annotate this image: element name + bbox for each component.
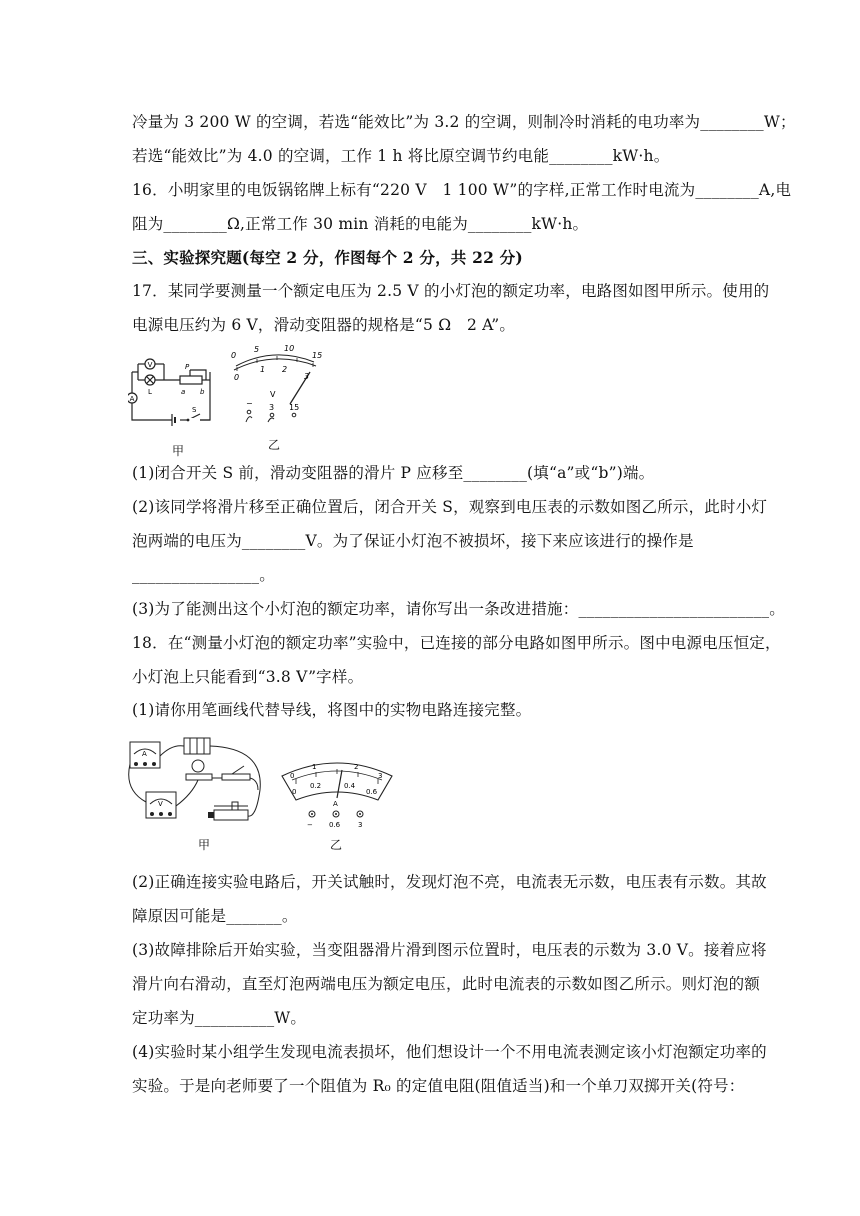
voltmeter-scale-bottom-2: 2 [282, 365, 288, 374]
ammeter-unit: A [333, 800, 338, 808]
question-18-line-1: 18．在“测量小灯泡的额定功率”实验中，已连接的部分电路如图甲所示。图中电源电压恒定， [132, 634, 781, 652]
text-line-1: 冷量为 3 200 W 的空调，若选“能效比”为 3.2 的空调，则制冷时消耗的电功率为________W； [132, 113, 796, 131]
question-17-part-2-line-3: ________________。 [132, 566, 275, 584]
question-17-line-1: 17．某同学要测量一个额定电压为 2.5 V 的小灯泡的额定功率，电路图如图甲所示。使用的 [132, 282, 770, 300]
circuit-end-a-label: a [181, 388, 186, 396]
figure-17-circuit-diagram [128, 352, 228, 440]
voltmeter-scale-bottom-1: 1 [260, 365, 266, 374]
circuit-switch-label: S [192, 406, 197, 414]
circuit-voltmeter-label: V [147, 361, 153, 369]
ammeter-scale-bottom-04: 0.4 [344, 782, 356, 790]
question-16-line-2: 阻为________Ω,正常工作 30 min 消耗的电能为________kW·h。 [132, 215, 589, 233]
voltmeter-terminal-neg: − [246, 399, 253, 408]
question-18-part-2-line-1: (2)正确连接实验电路后，开关试触时，发现灯泡不亮，电流表无示数，电压表有示数。其故 [132, 873, 767, 891]
physical-voltmeter-label: V [158, 800, 163, 808]
voltmeter-scale-top-0: 0 [231, 351, 237, 360]
ammeter-scale-top-1: 1 [312, 763, 317, 771]
question-18-part-3-line-1: (3)故障排除后开始实验，当变阻器滑片滑到图示位置时，电压表的示数为 3.0 V。接着应将 [132, 941, 767, 959]
ammeter-terminal-06: 0.6 [329, 821, 341, 829]
question-18-part-1: (1)请你用笔画线代替导线，将图中的实物电路连接完整。 [132, 701, 532, 719]
question-17-part-2-line-1: (2)该同学将滑片移至正确位置后，闭合开关 S，观察到电压表的示数如图乙所示，此时小灯 [132, 498, 768, 516]
circuit-ammeter-label: A [129, 395, 135, 403]
figure-18-jia-caption: 甲 [198, 838, 211, 852]
ammeter-scale-top-3: 3 [378, 772, 383, 780]
ammeter-scale-top-2: 2 [354, 763, 359, 771]
question-18-part-3-line-3: 定功率为__________W。 [132, 1009, 307, 1027]
physical-ammeter-label: A [142, 750, 147, 758]
ammeter-scale-bottom-06: 0.6 [366, 788, 378, 796]
figure-17-yi-caption: 乙 [268, 438, 281, 452]
question-18-part-4-line-1: (4)实验时某小组学生发现电流表损坏，他们想设计一个不用电流表测定该小灯泡额定功率的 [132, 1043, 767, 1061]
ammeter-scale-bottom-0: 0 [292, 788, 297, 796]
question-17-part-2-line-2: 泡两端的电压为________V。为了保证小灯泡不被损坏，接下来应该进行的操作是 [132, 532, 694, 550]
question-17-line-2: 电源电压约为 6 V，滑动变阻器的规格是“5 Ω 2 A”。 [132, 316, 516, 334]
figure-18-yi-caption: 乙 [330, 838, 343, 852]
question-18-part-2-line-2: 障原因可能是_______。 [132, 907, 298, 925]
voltmeter-scale-bottom-0: 0 [234, 373, 240, 382]
voltmeter-scale-top-10: 10 [284, 344, 295, 353]
voltmeter-unit: V [270, 390, 276, 399]
voltmeter-scale-top-15: 15 [312, 351, 323, 360]
voltmeter-scale-top-5: 5 [254, 345, 260, 354]
question-18-line-2: 小灯泡上只能看到“3.8 V”字样。 [132, 668, 364, 686]
voltmeter-terminal-15: 15 [289, 403, 300, 412]
question-18-part-3-line-2: 滑片向右滑动，直至灯泡两端电压为额定电压，此时电流表的示数如图乙所示。则灯泡的额 [132, 975, 761, 993]
figure-17-voltmeter [224, 342, 324, 428]
text-line-2: 若选“能效比”为 4.0 的空调，工作 1 h 将比原空调节约电能________kW·h。 [132, 147, 670, 165]
question-17-part-3: (3)为了能测出这个小灯泡的额定功率，请你写出一条改进措施：________________________。 [132, 600, 785, 618]
figure-18-ammeter [278, 758, 396, 830]
ammeter-terminal-neg: − [307, 821, 313, 829]
question-18-part-4-line-2: 实验。于是向老师要了一个阻值为 R₀ 的定值电阻(阻值适当)和一个单刀双掷开关(符号： [132, 1077, 745, 1095]
figure-18-physical-circuit [126, 730, 271, 832]
ammeter-terminal-3: 3 [358, 821, 363, 829]
circuit-lamp-label: L [148, 388, 152, 396]
voltmeter-terminal-3: 3 [269, 403, 275, 412]
circuit-slider-label: P [185, 363, 190, 371]
circuit-end-b-label: b [200, 388, 205, 396]
ammeter-scale-top-0: 0 [290, 772, 295, 780]
section-title: 三、实验探究题(每空 2 分，作图每个 2 分，共 22 分) [132, 248, 523, 267]
voltmeter-scale-bottom-3: 3 [304, 372, 310, 381]
ammeter-scale-bottom-02: 0.2 [310, 782, 322, 790]
question-16-line-1: 16．小明家里的电饭锅铭牌上标有“220 V 1 100 W”的字样,正常工作时电流为________A,电 [132, 181, 792, 199]
question-17-part-1: (1)闭合开关 S 前，滑动变阻器的滑片 P 应移至________(填“a”或“b”)端。 [132, 464, 655, 482]
figure-17-jia-caption: 甲 [172, 444, 185, 458]
